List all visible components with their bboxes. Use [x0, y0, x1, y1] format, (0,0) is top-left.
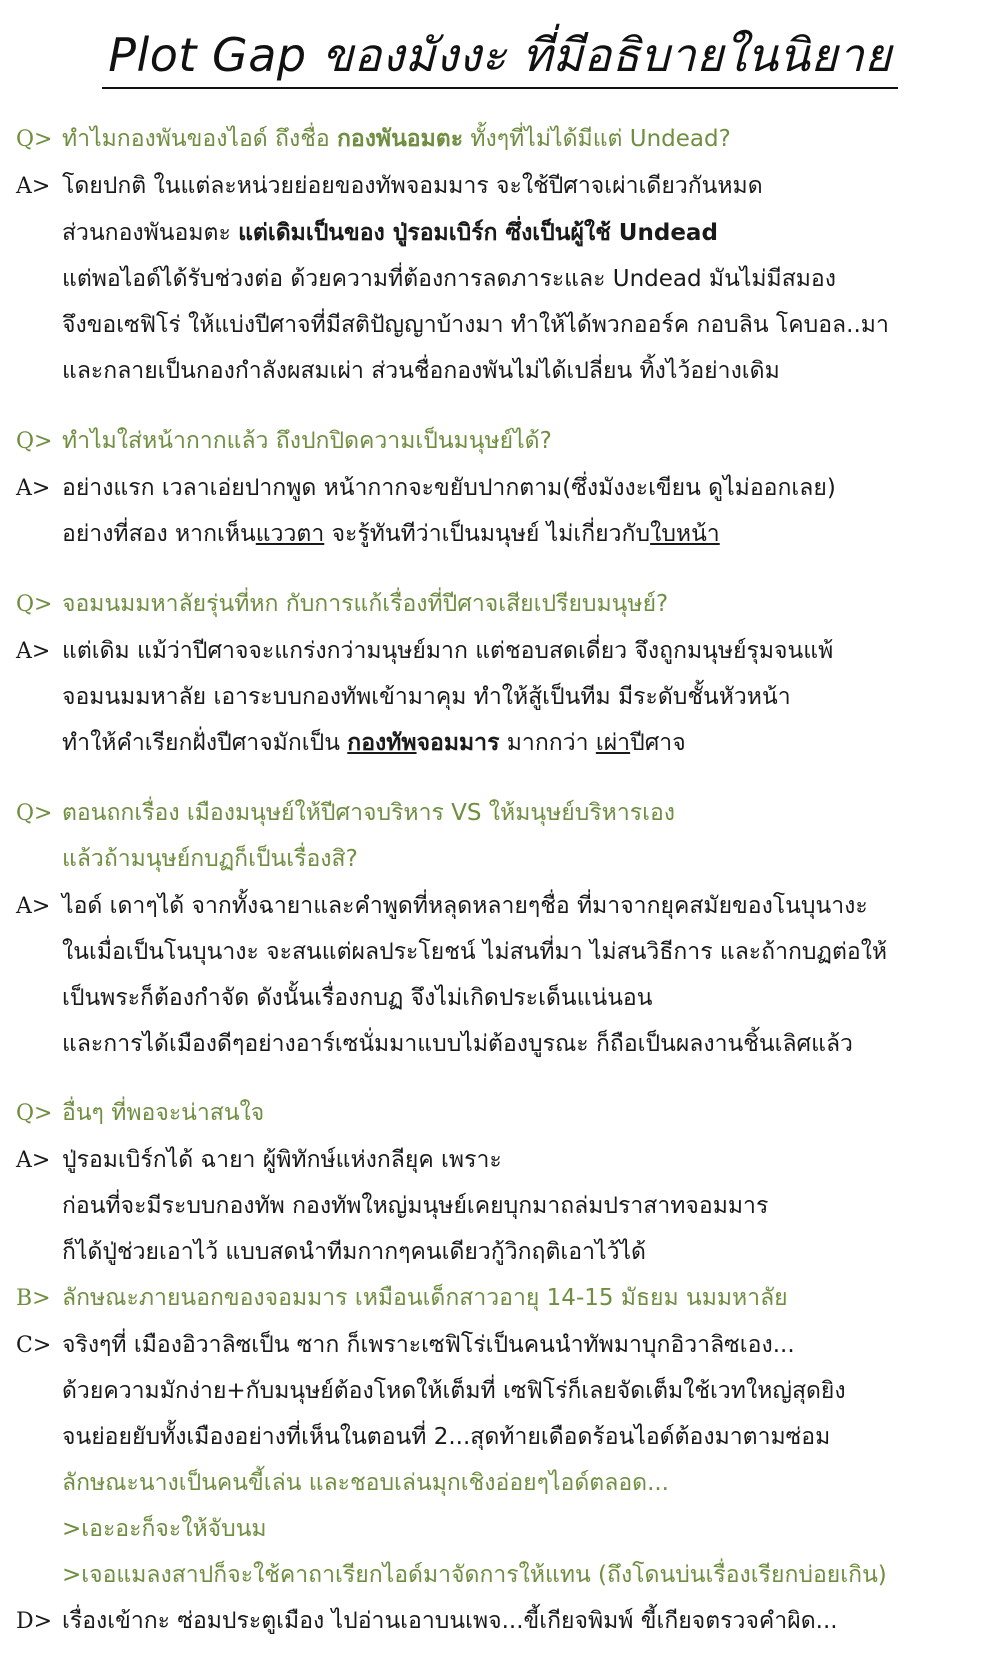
b-line — [16, 1283, 788, 1313]
q3-text: จอมนมมหาลัยรุ่นที่หก กับการแก้เรื่องที่ปีศาจเสียเปรียบมนุษย์? — [62, 591, 669, 617]
answer-1-line-3: แต่พอไอด์ได้รับช่วงต่อ ด้วยความที่ต้องการลดภาระและ Undead มันไม่มีสมอง — [62, 266, 836, 292]
page-title: Plot Gap ของมังงะ ที่มีอธิบายในนิยาย — [102, 30, 898, 89]
a1-line-1: โดยปกติ ในแต่ละหน่วยย่อยของทัพจอมมาร จะใช้ปีศาจเผ่าเดียวกันหมด — [62, 173, 763, 199]
c-line-1 — [16, 1330, 795, 1360]
answer-4-line-4: และการได้เมืองดีๆอย่างอาร์เซนั่มมาแบบไม่ต้องบูรณะ ก็ถือเป็นผลงานชิ้นเลิศแล้ว — [62, 1031, 853, 1057]
q1-text-a: ทำไมกองพันของไอด์ ถึงชื่อ — [62, 126, 337, 152]
answer-4-line-3: เป็นพระก็ต้องกำจัด ดังนั้นเรื่องกบฏ จึงไม่เกิดประเด็นแน่นอน — [62, 985, 653, 1011]
a2-text-a: อย่างที่สอง หากเห็น — [62, 521, 256, 547]
answer-2-line-1 — [16, 473, 836, 503]
answer-3-line-1 — [16, 636, 833, 666]
q5-text: อื่นๆ ที่พอจะน่าสนใจ — [62, 1100, 265, 1126]
answer-5-line-2: ก่อนที่จะมีระบบกองทัพ กองทัพใหญ่มนุษย์เคยบุกมาถล่มปราสาทจอมมาร — [62, 1193, 769, 1219]
q-tag: Q> — [16, 592, 53, 617]
c-tag: C> — [16, 1333, 52, 1358]
d-tag: D> — [16, 1609, 53, 1634]
answer-2-line-2 — [62, 519, 720, 549]
q4-text-1: ตอนถกเรื่อง เมืองมนุษย์ให้ปีศาจบริหาร VS ให้มนุษย์บริหารเอง — [62, 800, 676, 826]
c-text-1: จริงๆที่ เมืองอิวาลิซเป็น ซาก ก็เพราะเซฟิโร่เป็นคนนำทัพมาบุกอิวาลิซเอง... — [62, 1332, 795, 1358]
question-5 — [16, 1098, 264, 1128]
a-tag: A> — [16, 894, 51, 919]
q2-text: ทำไมใส่หน้ากากแล้ว ถึงปกปิดความเป็นมนุษย์ได้? — [62, 428, 552, 454]
answer-4-line-2: ในเมื่อเป็นโนบุนางะ จะสนแต่ผลประโยชน์ ไม่สนที่มา ไม่สนวิธีการ และถ้ากบฏต่อให้ — [62, 939, 888, 965]
b-tag: B> — [16, 1286, 51, 1311]
c-line-5: >เอะอะก็จะให้จับนม — [62, 1516, 267, 1542]
a-tag: A> — [16, 1148, 51, 1173]
q-tag: Q> — [16, 429, 53, 454]
d-text: เรื่องเข้ากะ ซ่อมประตูเมือง ไปอ่านเอาบนเพจ...ขี้เกียจพิมพ์ ขี้เกียจตรวจคำผิด... — [62, 1608, 838, 1634]
q-tag: Q> — [16, 801, 53, 826]
a-tag: A> — [16, 476, 51, 501]
answer-4-line-1 — [16, 891, 868, 921]
question-3 — [16, 589, 668, 619]
q-tag: Q> — [16, 127, 53, 152]
q1-text-b: ทั้งๆที่ไม่ได้มีแต่ Undead? — [463, 126, 731, 152]
a2-line-1: อย่างแรก เวลาเอ่ยปากพูด หน้ากากจะขยับปากตาม(ซึ่งมังงะเขียน ดูไม่ออกเลย) — [62, 475, 836, 501]
answer-3-line-2: จอมนมมหาลัย เอาระบบกองทัพเข้ามาคุม ทำให้สู้เป็นทีม มีระดับชั้นหัวหน้า — [62, 684, 791, 710]
a2-underline-face: ใบหน้า — [650, 521, 720, 547]
answer-5-line-3: ก็ได้ปู่ช่วยเอาไว้ แบบสดนำทีมกากๆคนเดียวกู้วิกฤติเอาไว้ได้ — [62, 1239, 646, 1265]
b-text: ลักษณะภายนอกของจอมมาร เหมือนเด็กสาวอายุ 14-15 มัธยม นมมหาลัย — [62, 1285, 788, 1311]
title-wrap — [0, 30, 1000, 89]
a3-text-a: ทำให้คำเรียกฝั่งปีศาจมักเป็น — [62, 730, 348, 756]
a4-line-1: ไอด์ เดาๆได้ จากทั้งฉายาและคำพูดที่หลุดหลายๆชื่อ ที่มาจากยุคสมัยของโนบุนางะ — [62, 893, 868, 919]
question-1 — [16, 124, 731, 154]
c-line-3: จนย่อยยับทั้งเมืองอย่างที่เห็นในตอนที่ 2...สุดท้ายเดือดร้อนไอด์ต้องมาตามซ่อม — [62, 1424, 831, 1450]
a5-line-1: ปู่รอมเบิร์กได้ ฉายา ผู้พิทักษ์แห่งกลียุค เพราะ — [62, 1147, 502, 1173]
a1-line-2-bold: แต่เดิมเป็นของ ปู่รอมเบิร์ก ซึ่งเป็นผู้ใช้ Undead — [238, 220, 718, 246]
question-2 — [16, 426, 552, 456]
a3-text-b: มากกว่า — [499, 730, 596, 756]
c-line-4: ลักษณะนางเป็นคนขี้เล่น และชอบเล่นมุกเชิงอ่อยๆไอด์ตลอด... — [62, 1470, 669, 1496]
answer-1-line-2 — [62, 218, 718, 248]
answer-1-line-5: และกลายเป็นกองกำลังผสมเผ่า ส่วนชื่อกองพันไม่ได้เปลี่ยน ทิ้งไว้อย่างเดิม — [62, 358, 780, 384]
answer-1-line-4: จึงขอเซฟิโร่ ให้แบ่งปีศาจที่มีสติปัญญาบ้างมา ทำให้ได้พวกออร์ค กอบลิน โคบอล..มา — [62, 312, 889, 338]
a2-underline-eyes: แววตา — [255, 521, 325, 547]
answer-3-line-3 — [62, 728, 686, 758]
question-4-line-1 — [16, 798, 675, 828]
a2-text-b: จะรู้ทันทีว่าเป็นมนุษย์ ไม่เกี่ยวกับ — [324, 521, 651, 547]
a3-bold-underline: กองทัพ — [347, 730, 417, 756]
d-line — [16, 1606, 838, 1636]
answer-5-line-1 — [16, 1145, 502, 1175]
a3-underline: เผ่า — [595, 730, 631, 756]
q1-bold: กองพันอมตะ — [336, 126, 464, 152]
a3-text-c: ปีศาจ — [630, 730, 686, 756]
a3-bold: จอมมาร — [416, 730, 500, 756]
a-tag: A> — [16, 639, 51, 664]
q-tag: Q> — [16, 1101, 53, 1126]
answer-1-line-1 — [16, 171, 763, 201]
a-tag: A> — [16, 174, 51, 199]
c-line-6: >เจอแมลงสาปก็จะใช้คาถาเรียกไอด์มาจัดการให้แทน (ถึงโดนบ่นเรื่องเรียกบ่อยเกิน) — [62, 1562, 887, 1588]
a3-line-1: แต่เดิม แม้ว่าปีศาจจะแกร่งกว่ามนุษย์มาก แต่ชอบสดเดี่ยว จึงถูกมนุษย์รุมจนแพ้ — [62, 638, 834, 664]
c-line-2: ด้วยความมักง่าย+กับมนุษย์ต้องโหดให้เต็มที่ เซฟิโร่ก็เลยจัดเต็มใช้เวทใหญ่สุดยิง — [62, 1378, 846, 1404]
question-4-line-2: แล้วถ้ามนุษย์กบฏก็เป็นเรื่องสิ? — [62, 846, 358, 872]
a1-line-2a: ส่วนกองพันอมตะ — [62, 220, 239, 246]
